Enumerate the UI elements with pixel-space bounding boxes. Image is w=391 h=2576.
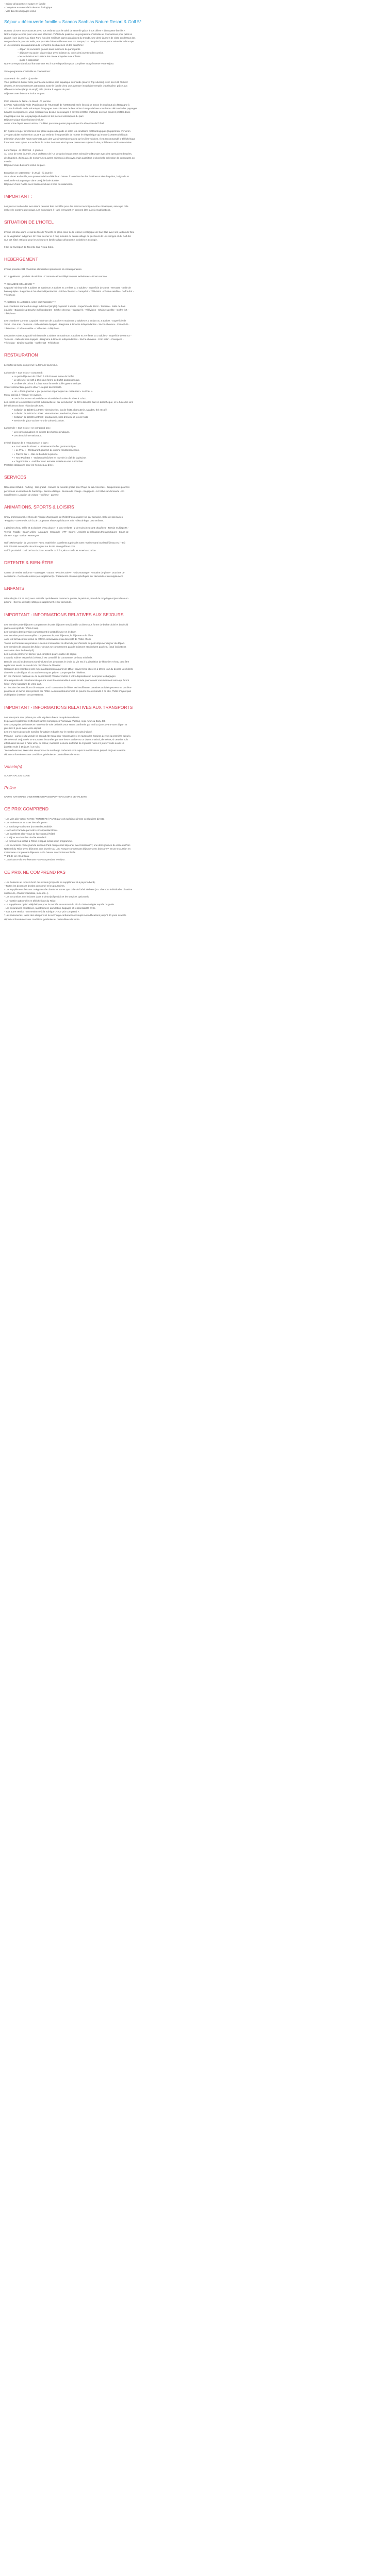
dining-title: RESTAURATION <box>4 352 38 358</box>
text-line: En cas d'arrivée matinale ou de départ tardif, l'hôtelier mettra à votre disposition un local pour les bagages. <box>4 675 117 678</box>
program-item-line: fortement cette option aux enfants de moins de 8 ans ainsi qu'aux personnes sujettes à des problèmes cardio-vasculaires. <box>4 141 133 144</box>
text-line: dernière nuit ou journée se trouvaient écourtées par une heure tardive ou un départ matinal, de même, si certains vols <box>4 738 128 741</box>
program-item-line: de dauphins, d'oiseaux, de nombreuses autres animaux à découvrir, mais aussi tout le plus belle collection de perroquets au <box>4 156 135 159</box>
program-item <box>4 171 379 186</box>
text-line: La formule « tout inclus » ne comprend pas : <box>4 427 51 430</box>
text-line: - La montée optionnelle en téléphérique du Teide. <box>4 899 56 902</box>
text-line: • Collation de 11h00 à 13h00 : viennoiseries, jus de fruits, charcuterie, salades, thé et café. <box>12 408 108 411</box>
program-item-line: 27 € par adulte et d'environ 13,50 € par enfant), il est possible de monter le téléphérique qui monte à 3000m d'altitude. <box>4 133 128 137</box>
text-line <box>4 367 379 371</box>
text-line: bain équipée - Baignoire & Douche indépendantes - Sèche-cheveux - Canapé-lit - Télévision - Chaîne satellite - Coffre-fort - <box>4 290 134 293</box>
price-includes-title: CE PRIX COMPREND <box>4 806 48 812</box>
text-line: National du Teide avec déjeuner, une journée au Loro Parque comprenant déjeuner avec boissons** et une excursion en <box>4 847 131 850</box>
text-line: Télévision - Chaîne satellite - Coffre-fort - Téléphone <box>4 342 59 345</box>
text-line: L'hôtel possède 331 chambres climatisées spacieuses et contemporaines. <box>4 268 83 271</box>
text-line: Les prix sont calculés de manière forfaitaire et basés sur le nombre de nuits indiqué. <box>4 731 93 734</box>
text-line: d'obligation d'assurer ces prestations. <box>4 693 44 697</box>
main-title: Séjour « découverte famille » Sandos Sanblas Nature Resort & Golf 5* <box>4 19 142 24</box>
text-line: - Les transferts aller-retour de l'aéroport à l'hôtel. <box>4 833 56 836</box>
program-item-line: Au cœur de cette journée, vous profiterez de l'un des plus beaux parcs animaliers d'Europe avec des spectacles d'otaries, <box>4 152 133 156</box>
text-line: - Les assurances assistance, rapatriement, annulation, bagages et responsabilité civile. <box>4 907 96 910</box>
program-item-heading: Parc national du Teide - le Mardi - ½ journée <box>4 99 51 103</box>
text-line: - Les redevances et taxes des aéroports*. <box>4 821 48 824</box>
text-line: Les transports sont prévus par vols réguliers directs ou spéciaux directs. <box>4 716 80 719</box>
text-line: Dans le cas où les boissons sont incluses lors des repas le choix du vin est à la discrétion de l'hôtelier et l'eau peut être <box>4 660 129 663</box>
text-line: Golf : Réservation de vos Green Fees, matériel et transferts auprès de notre représentant local Golf@mao eu (+34) <box>4 541 125 545</box>
text-line: • Un « dîner gourmet » par personne et par séjour au restaurant « Le Prau ». <box>12 389 93 393</box>
program-item-line: Vous profiterez durant cette journée du meilleur parc aquatique au monde (source Trip Advisor). Avec ses 185 000 m2 <box>4 81 128 84</box>
text-line: - Les excursions non incluses dans le descriptif produit et les services optionnels. <box>4 895 90 899</box>
text-line: Les formules de pension des fois ci-dessus ne comprennent pas de boissons et n'incluent pas l'eau (sauf indications <box>4 645 126 648</box>
program-item-line: de parc, et ses nombreuses attractions, toute la famille vivra une aventure inoubliable remplie d'adrénaline, grâce aux <box>4 84 127 88</box>
text-line: • Le déjeuner de 13h à 15h sous forme de buffet gastronomique. <box>12 379 80 381</box>
text-line: La formule « tout inclus » comprend : <box>4 371 43 374</box>
text-line: - L'assistance du représentant FLANEO pendant le séjour. <box>4 858 66 861</box>
text-line: 4 piscines d'eau salée et 2 piscines d'eau douce - 2 pour enfants - 2 de 8 piscines sont chauffées - Terrain multisports - <box>4 527 129 530</box>
program-item-line: magnifique vue sur les paysages lunaires et les pierres volcaniques du parc. <box>4 114 85 117</box>
info-transport-title: IMPORTANT - INFORMATIONS RELATIVES AUX TRANSPORTS <box>4 704 133 710</box>
text-line: et une croisière en catamaran à la recherche des baleines et des dauphins : <box>4 44 84 47</box>
text-line: Menu spécial à réserver en avance. <box>4 393 42 396</box>
text-line: Avec les formules tout inclus se référer exclusivement au descriptif de l'hôtel choisi. <box>4 638 92 641</box>
text-line: jours/14 nuits à 16 jours / 14 nuits. <box>4 745 40 749</box>
text-line: Les chambres vue mer Capacité minimum de 1 adulte et maximum 2 adultes et 1 enfant ou 3 adultes - Superficie de <box>4 319 126 323</box>
text-line: sensations - Centre de remise (en supplément) - Traitements et soins spécifiques sur demande et en supplément. <box>4 574 124 578</box>
text-line: Show professionnel et show de l'équipe d'animation de l'hôtel trois à quatre fois par semaine. Salle de spectacles <box>4 516 123 519</box>
hotel-situation-text <box>4 230 379 249</box>
vaccine-title: Vaccin(s) <box>4 764 23 769</box>
text-line: et de végétation indigènes. En bord de mer et à cinq minutes du centre-village de pêcheurs de Los Abrigos et du Golf del <box>4 234 131 238</box>
text-line: - Complexe au cœur de la réserve écologique <box>4 6 53 9</box>
text-line: Réception 24h/24 - Parking - Wifi gratuit - Service de navette gratuit pour Playa de las Americas - Équipements pour les <box>4 486 130 489</box>
text-line: Les nuits du premier et dernier jour comptent pour 1 nuitée de séjour. <box>4 653 77 656</box>
program-item-line: Déjeuner avec boissons inclus au parc. <box>4 163 45 166</box>
program-item-line: Vous vivrez en famille, une promenade inoubliable en bateau à la recherche des baleines et des dauphins, baignade et <box>4 175 129 178</box>
text-line: Golf à proximité : Golf Del Sur à 2km - Amarilla Golf à 2,5km - Golf Las Americas 25 km <box>4 549 96 552</box>
text-line: proposées et même sans préavis par l'hôtel. Aucun remboursement ne pourra être demandé à ce titre, l'hôtel n'ayant pas <box>4 690 131 693</box>
program-item-line: randonnée subaquatique dans une jolie baie abritée. <box>4 179 60 182</box>
text-line: • « Piazza Bar » - Bar au bord de la piscine. <box>12 452 58 455</box>
text-line: • « Tagoror Bar » - Hall bar avec terrasse extérieure vue sur l'océan. <box>12 460 84 463</box>
intro-bullets <box>4 2 379 13</box>
program-item-line: Déjeuner avec boissons inclus au parc. <box>4 92 45 95</box>
important-title: IMPORTANT : <box>4 193 32 199</box>
program-item <box>4 77 379 95</box>
text-line: – guide à disposition <box>18 59 39 62</box>
text-line: contraires dans le descriptif). <box>4 649 35 652</box>
text-line: plus tard 3 jours avant votre départ. <box>4 727 42 730</box>
text-line <box>4 279 379 282</box>
text-line: - Les vols aller-retour PARIS / TENERIFE / PARIS par vols spéciaux directs ou réguliers directs. <box>4 818 105 821</box>
text-line: - Séjour découverte et nature en famille <box>4 3 46 5</box>
text-line <box>4 315 379 319</box>
program-item-line: Avant votre départ en excursion, n'oubliez pas votre panier pique-nique à la réception de l'hôtel. <box>4 122 105 125</box>
program-item-line: monde. <box>4 160 12 163</box>
text-line: effectuaient de nuit à l'aller et/ou au retour, modifiant la durée du forfait de 8 jours/7 nuits à 9 jours/7 nuits ou de 15 <box>4 742 124 744</box>
text-line: nuages dans le parc du Teide, une journée d'émerveillement au Loro Parque, l'un des plus beaux parcs animaliers d'Europe <box>4 40 134 43</box>
wellness-title: DETENTE & BIEN-ÊTRE <box>4 560 54 565</box>
text-line: L'eau du robinet est parfois à éviter, il est conseillé de consommer de l'eau minérale. <box>4 656 93 659</box>
program-item-heading: Excursion en catamaran - le Jeudi - ½ journée <box>4 172 53 175</box>
program-item-line: En Option à régler directement sur place auprès du guide et selon les conditions météorologiques (supplément d'environ <box>4 130 131 133</box>
text-line: Ils peuvent également s'effectuer sur les compagnies Transavia, Vueling, Aigle Azur ou Easy Jet. <box>4 719 106 722</box>
text-line: Les jours et ordres des excursions peuvent être modifiés pour des raisons techniques et/ou climatiques, sans que cela <box>4 205 128 208</box>
text-line: départ conformément aux conditions générales et particulières de vente. <box>4 918 80 921</box>
price-includes-text <box>4 817 379 861</box>
text-line: ** CHAMBRE STANDARD ** <box>4 282 35 285</box>
text-line <box>4 537 379 541</box>
text-line: Les juniors suites Capacité minimum de 2 adultes et maximum 2 adultes et 2 enfants ou 3 adultes - Superficie de 60 m2 - <box>4 334 132 337</box>
text-line: Télévision - Chaîne satellite - Coffre-fort - Téléphone <box>4 327 59 330</box>
text-line: – déjeuner ou panier pique-nique avec boisson au cours des journées d'excursion. <box>18 51 104 54</box>
text-line <box>4 437 379 441</box>
text-line: Notre correspondant local francophone est à votre disposition pour compléter et agrémenter votre séjour. <box>4 62 115 65</box>
text-line: ** AUTRES CHAMBRES AVEC SUPPLEMENT ** <box>4 301 56 304</box>
text-line: • Les consommations en dehors des horaires indiqués. <box>12 430 70 433</box>
program-item-line: Déjeuner d'une Paëlla avec boisson incluse à bord du catamaran. <box>4 182 73 185</box>
text-line <box>4 330 379 334</box>
text-line: Paname - Lumière du Monde ne saurait être tenu pour responsable si en raison des horaires de vols la première et/ou la <box>4 734 131 737</box>
text-line: En supplément : produits de minibar - Communications téléphoniques extérieures – Room service. <box>4 275 108 278</box>
text-line: - Le supplément option téléphérique pour la montée au sommet du Pic du Teide à régler auprès du guide. <box>4 903 115 906</box>
text-line: 9 km de l'aéroport de Tenerife Sud Reina Sofia. <box>4 245 54 248</box>
text-line: • Service de glace au bar Toro de 10h00 à 18h00. <box>12 419 64 422</box>
text-line: - Les excursions : Une journée au Siam Park comprenant déjeuner avec boissons** ; une demi-journée de visite du Parc <box>4 843 131 846</box>
text-line: Catamaran comprenant déjeuner sur le bateau avec boissons filtrés. <box>4 851 76 854</box>
text-line: – départ en excursion garanti sans minimum de participants <box>18 47 80 50</box>
services-text <box>4 485 379 497</box>
text-line: • « Toro Pool Bar » - Boissons fraîches en journée à côté de la piscine. <box>12 456 87 459</box>
leisure-title: ANIMATIONS, SPORTS & LOISIRS <box>4 504 74 510</box>
program-intro: Votre programme d'activités et d'excursions : <box>4 70 52 73</box>
police-text <box>4 795 379 799</box>
text-line: équipée - Baignoire & Douche indépendantes - Sèche-cheveux - Canapé-lit - Télévision - Chaîne satellite - Coffre-fort - <box>4 308 129 311</box>
text-line: supérieure, chambre familiale, suite etc...). <box>4 892 49 895</box>
text-line: – les activités et excursions les mieux adaptées aux enfants. <box>18 55 82 58</box>
text-line: Les clients et les chambres seront individuelles et par la réduction de 50% dans les bars et discothèque, et le hôte des vins <box>4 401 133 404</box>
program-item-heading: Loro Parque - le Mercredi - 1 journée <box>4 149 43 152</box>
text-line <box>4 422 379 426</box>
text-line: d'arrivée ou de départ tôt ou tard ne sont pas pris en compte par les hôteliers. <box>4 671 86 674</box>
program-item-line: différents modes (large et ampli) et la piscine à vagues du parc. <box>4 88 71 91</box>
text-line: ** 1/4 de vin et 1/2 l'eau <box>4 855 29 858</box>
text-line: n'altère le contenu du voyage. Les excursions à Hawi et Havant en peuvent être sujet à modifications. <box>4 209 111 212</box>
children-title: ENFANTS <box>4 586 25 591</box>
lodging-title: HEBERGEMENT <box>4 257 38 262</box>
text-line <box>4 242 379 245</box>
program-item <box>4 99 379 125</box>
text-line: Donnez du sens aux vacances avec vos enfants sous le soleil de Tenerife grâce à nos offres « découverte famille ». <box>4 29 126 32</box>
text-line: • « Le Prau » - Restaurant gourmet de cuisine méditerranéenne. <box>12 449 80 452</box>
text-line: bénéficieront d'une réduction de 30%. <box>4 404 44 408</box>
program-item-line: Le Parc National du Teide (Patrimoine de l'Humanité de l'UNESCO) est le lieu où se trouve le plus haut pic d'Espagne à <box>4 104 130 107</box>
text-line: Les compagnies aériennes et numéros de vols définitifs vous seront confirmés par mail 15 jours avant votre départ et <box>4 723 127 726</box>
text-line: danse - Yoga - Salsa - Merengue <box>4 534 39 537</box>
text-line <box>4 271 379 275</box>
text-line: Une empreinte de carte bancaire pourra vous être demandée à votre arrivée pour couvrir vos éventuels extra qui feront <box>4 679 129 682</box>
text-line: Le forfait de base comprend : la formule tout inclus. <box>4 364 58 367</box>
text-line: • Collation de 16h00 à 18h00 : viennoiseries, sandwichs, thé et café. <box>12 412 84 415</box>
text-line <box>4 297 379 300</box>
text-line: Terrasse - Salle de bain équipée - Baignoire & Douche indépendantes - Sèche-cheveux - Coin salon - Canapé-lit - <box>4 337 124 341</box>
text-line: • « La Cueva de Alonso » - Restaurant buffet gastronomique. <box>12 445 76 448</box>
text-line: Miniclub (de 4 à 12 ans) avec activités quotidiennes comme la puzzle, la peinture, travail de recyclage et jeux d'eau en <box>4 597 128 600</box>
text-line: personnes en situation de handicap - Service d'étage - Bureau de change - Bagagerie - Lit bébé sur demande - En <box>4 489 125 493</box>
page <box>0 0 383 925</box>
text-line: - Toutes les dépenses d'ordre personnel et les pourboires. <box>4 884 66 887</box>
text-line: - La surcharge carburant (non remboursable)*. <box>4 825 53 828</box>
info-stay-text <box>4 623 379 697</box>
text-line: AUCUN VACCIN EXIGE <box>4 774 30 777</box>
text-line: En fonction des conditions climatiques ou si l'occupation de l'hôtel est insuffisante, certaines activités peuvent ne pas être <box>4 686 132 689</box>
text-line: Toutes les formules de pension ci-dessus s'entendent du dîner du jour d'arrivée au petit déjeuner du jour du départ. <box>4 641 125 645</box>
program-item-line: lunaires exceptionnels. Vous monterez au-dessus des nuages à environ 2.000m d'altitude où vous pourrez profiter d'une <box>4 111 131 114</box>
text-line: Les formules petit-déjeuner comprennent le petit déjeuner servi à table ou bien sous forme de buffet choisi et bus froid <box>4 623 128 626</box>
dining-text <box>4 363 379 467</box>
text-line: départ conformément aux conditions générales et particulières de vente. <box>4 753 80 756</box>
text-line: Notre équipe a choisi pour vous une sélection d'hôtels de qualité et un programme d'activités et d'excursions pour petits et <box>4 32 133 36</box>
text-line: - Tout autre service non mentionné à la rubrique : « Ce prix comprend ». <box>4 910 80 913</box>
vaccine-text <box>4 774 379 777</box>
program-item <box>4 148 379 167</box>
price-excludes-text <box>4 880 379 921</box>
text-line: • Le petit-déjeuner de 07h00 à 10h30 sous forme de buffet. <box>12 375 75 378</box>
text-line: • Collation de 22h30 à 23h30 : sandwiches, hors d'œuvre et jus de fruits <box>12 416 88 419</box>
program-item <box>4 129 379 144</box>
text-line: l'objet d'une signature de votre part. <box>4 682 42 685</box>
text-line: • Les boissons non alcoolisées et alcoolisées locales de 8h00 à 23h00. <box>12 397 87 400</box>
text-line: Centre de remise en forme - Massages - Sauna - Piscine active - Hydromassage - Fontaine de glace - Douches de <box>4 571 125 574</box>
text-line: • Les alcools internationaux. <box>12 434 42 437</box>
text-line: Téléphone <box>4 312 15 315</box>
text-line: Sur, cet hôtel est idéal pour les séjours en famille alliant découverte, activités et écologie. <box>4 238 98 241</box>
text-line: - Vols directs à bagages inclus <box>4 10 37 13</box>
text-line: également servie en carafe à la discrétion de l'hôtelier. <box>4 664 61 667</box>
text-line: * Les redevances, taxes des aéroports et la surcharge carburant sont sujets à modifications jusqu'à 30 jours avant le <box>4 914 126 917</box>
program-item-heading: Siam Park - le Lundi - 1 journée <box>4 77 38 80</box>
text-line: Les formules demi-pension comprennent le petit déjeuner et le dîner. <box>4 630 76 633</box>
text-line: - La formule tout inclus à l'hôtel et repas inclus selon programme. <box>4 840 73 843</box>
description <box>4 29 379 66</box>
program-item-line: Déjeuner pique-nique boisson incluse. <box>4 118 44 121</box>
price-excludes-title: CE PRIX NE COMPREND PAS <box>4 869 66 875</box>
text-line: supplément : Location de voiture - Coiffeur - Laverie <box>4 493 59 496</box>
text-line: Tennis - Paddle - Beach-volley - Aquagym - Escalade - VTT - Sports - Activités de relaxation thérapeutiques - Cours de <box>4 530 129 533</box>
info-transport-text <box>4 716 379 756</box>
wellness-text <box>4 571 379 578</box>
text-line: (selon descriptif de l'hôtel choisi). <box>4 626 39 630</box>
text-line: Pantalon obligatoire pour les hommes au dîner. <box>4 464 54 467</box>
program-item-line: L'émotion d'une des hauts sommets avec des vues impressionnantes sur les îles voisines. Il est recommandé le téléphérique <box>4 137 136 140</box>
text-line: 35m2 - Vue mer - Terrasse - Salle de bain équipée - Baignoire & Douche indépendantes - Sèche-cheveux - Canapé-lit - <box>4 323 129 326</box>
text-line: Certaines des chambres sont mises à disposition à partir de 15h et doivent être libérées à 10h le jour du départ. Les hôtels <box>4 667 133 670</box>
text-line: - Les boissons et repas à bord des avions (proposés en supplément et à payer à bord). <box>4 880 95 884</box>
children-text <box>4 597 379 604</box>
text-line: L'hôtel est situé dans le sud de l'île de Tenerife en plein cœur de la réserve écologique de San Blas avec ses jardins de flore <box>4 231 135 234</box>
text-line: "Les redevances, taxes des aéroports et la surcharge carburant sont sujets à modifications jusqu'à 30 jours avant le <box>4 749 126 752</box>
program-item-line: 3.718m d'altitude et du volcanique d'Espagne. Les colonnes de lave et les champs de lave vous feront découvrir des paysages <box>4 107 137 110</box>
text-line: piscine - Service de baby-sitting en supplément et sur demande. <box>4 601 72 604</box>
program-list <box>4 77 379 186</box>
text-line <box>4 522 379 526</box>
lodging-text <box>4 267 379 345</box>
text-line: - Le séjour en chambre double standard. <box>4 836 47 839</box>
text-line: grands : une journée au Siam Park, l'un des meilleurs parcs aquatiques du monde, une demi-journée de visite au-dessus des <box>4 37 136 40</box>
police-title: Police <box>4 785 17 791</box>
text-line: 922 735 695 ou auprès de votre agent sur le site www.golfmao.com <box>4 545 75 548</box>
leisure-text <box>4 515 379 552</box>
text-line: Code vestimentaire pour le dîner : élégant décontracté. <box>4 386 62 389</box>
info-stay-title: IMPORTANT - INFORMATIONS RELATIVES AUX SEJOURS <box>4 612 124 617</box>
text-line: Les chambres standard à usage individuel (single) Capacité 1 adulte - Superficie de 35m2 - Terrasse - Salle de bain <box>4 304 126 308</box>
text-line: Les formules pension complète comprennent le petit déjeuner, le déjeuner et le dîner. <box>4 634 94 637</box>
text-line: "Pingüino" ouverte de 20h à 23h proposant shows spéciaux et mini - discothèque pour enfants. <box>4 519 104 522</box>
text-line: • Le dîner de 18h45 à 21h15 sous forme de buffet gastronomique. <box>12 382 82 385</box>
text-line: CARTE NATIONALE D'IDENTITE OU PASSEPORT EN COURS DE VALIDITE <box>4 795 87 799</box>
services-title: SERVICES <box>4 474 26 480</box>
text-line: L'hôtel dispose de 2 restaurants et 3 bars : <box>4 442 49 445</box>
hotel-situation-title: SITUATION DE L'HOTEL <box>4 219 54 225</box>
text-line: - Les suppléments liés aux catégories de chambres autres que celle du forfait de base (Ex. chambre individuelle, chambre <box>4 888 133 891</box>
text-line: - L'accueil à l'arrivée par notre correspondant local. <box>4 828 58 832</box>
text-line: Capacité minimum de 2 adultes et maximum 2 adultes et 1 enfant ou 3 adultes - Superficie de 35m2 - Terrasse - Salle de <box>4 286 131 289</box>
important-text <box>4 205 379 212</box>
text-line: Téléphone <box>4 294 15 297</box>
